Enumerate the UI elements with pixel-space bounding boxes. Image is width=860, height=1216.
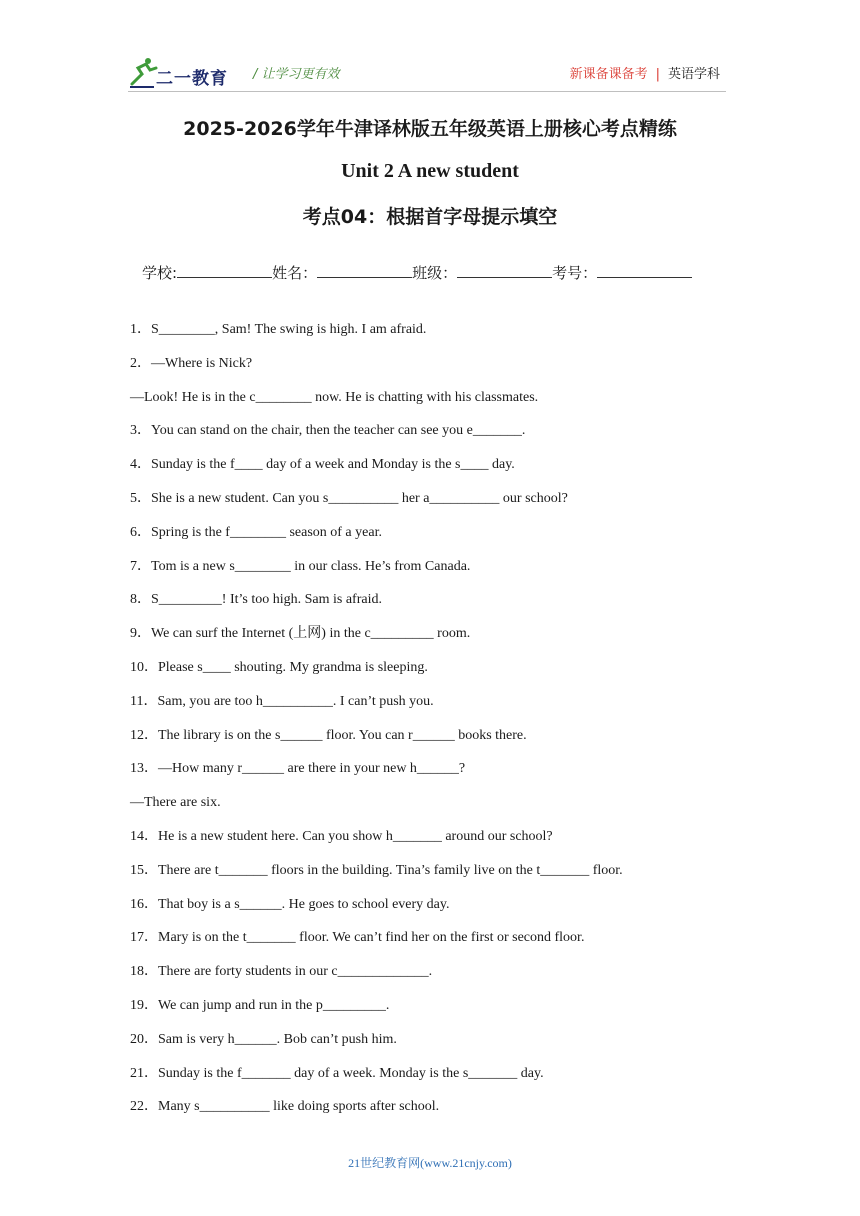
question-line: 13．—How many r______ are there in your new h______? [130, 761, 466, 777]
number-label: 考号： [552, 264, 598, 282]
footer-source: 21世纪教育网(www.21cnjy.com) [348, 1156, 512, 1170]
question-line: —Look! He is in the c________ now. He is chatting with his classmates. [130, 389, 539, 405]
slogan: / 让学习更有效 [253, 67, 340, 82]
question-line: 12．The library is on the s______ floor. You can r______ books there. [130, 727, 527, 743]
question-line: —There are six. [130, 795, 221, 811]
question-line: 21．Sunday is the f_______ day of a week. Monday is the s_______ day. [130, 1065, 544, 1081]
question-line: 2．—Where is Nick? [130, 355, 253, 371]
name-blank [317, 263, 412, 278]
question-line: 10．Please s____ shouting. My grandma is sleeping. [130, 659, 428, 675]
page-header [128, 54, 726, 90]
header-separator: | [655, 67, 660, 82]
header-subject [570, 63, 720, 82]
question-line: 20．Sam is very h______. Bob can’t push him. [130, 1031, 397, 1047]
question-line: 19．We can jump and run in the p_________. [130, 997, 390, 1013]
unit-title: Unit 2 A new student [341, 160, 519, 182]
question-line: 1．S________, Sam! The swing is high. I am afraid. [130, 322, 427, 337]
header-course-label: 新课备课备考 [569, 67, 648, 82]
section-title: 考点04：根据首字母提示填空 [302, 206, 558, 228]
page-title: 2025-2026学年牛津译林版五年级英语上册核心考点精练 [183, 118, 677, 140]
student-info-row [142, 262, 692, 283]
question-line: 9．We can surf the Internet (上网) in the c_________ room. [130, 626, 471, 642]
question-line: 6．Spring is the f________ season of a year. [130, 524, 382, 540]
question-line: 15．There are t_______ floors in the building. Tina’s family live on the t_______ floor. [130, 862, 623, 878]
question-line: 4．Sunday is the f____ day of a week and Monday is the s____ day. [130, 457, 515, 473]
question-line: 22．Many s__________ like doing sports after school. [130, 1099, 440, 1115]
question-line: 5．She is a new student. Can you s__________ her a__________ our school? [130, 490, 568, 506]
class-blank [457, 263, 552, 278]
question-line: 14．He is a new student here. Can you show h_______ around our school? [130, 828, 553, 844]
header-subject-label: 英语学科 [667, 67, 720, 82]
question-line: 18．There are forty students in our c_____________. [130, 964, 433, 980]
question-line: 17．Mary is on the t_______ floor. We can’t find her on the first or second floor. [130, 930, 585, 946]
name-label: 姓名： [272, 264, 318, 282]
question-list [130, 313, 730, 1124]
runner-logo-icon [128, 56, 158, 90]
question-line: 11．Sam, you are too h__________. I can’t push you. [130, 693, 434, 709]
question-line: 3．You can stand on the chair, then the teacher can see you e_______. [130, 423, 526, 439]
class-label: 班级： [412, 264, 458, 282]
logo [128, 56, 246, 90]
question-line: 16．That boy is a s______. He goes to school every day. [130, 896, 450, 912]
school-blank [177, 263, 272, 278]
number-blank [597, 263, 692, 278]
header-divider [128, 91, 726, 92]
logo-text: 二一教育 [156, 69, 228, 89]
question-line: 8．S_________! It’s too high. Sam is afraid. [130, 592, 382, 608]
question-line: 7．Tom is a new s________ in our class. He’s from Canada. [130, 558, 471, 574]
school-label: 学校: [142, 264, 178, 282]
